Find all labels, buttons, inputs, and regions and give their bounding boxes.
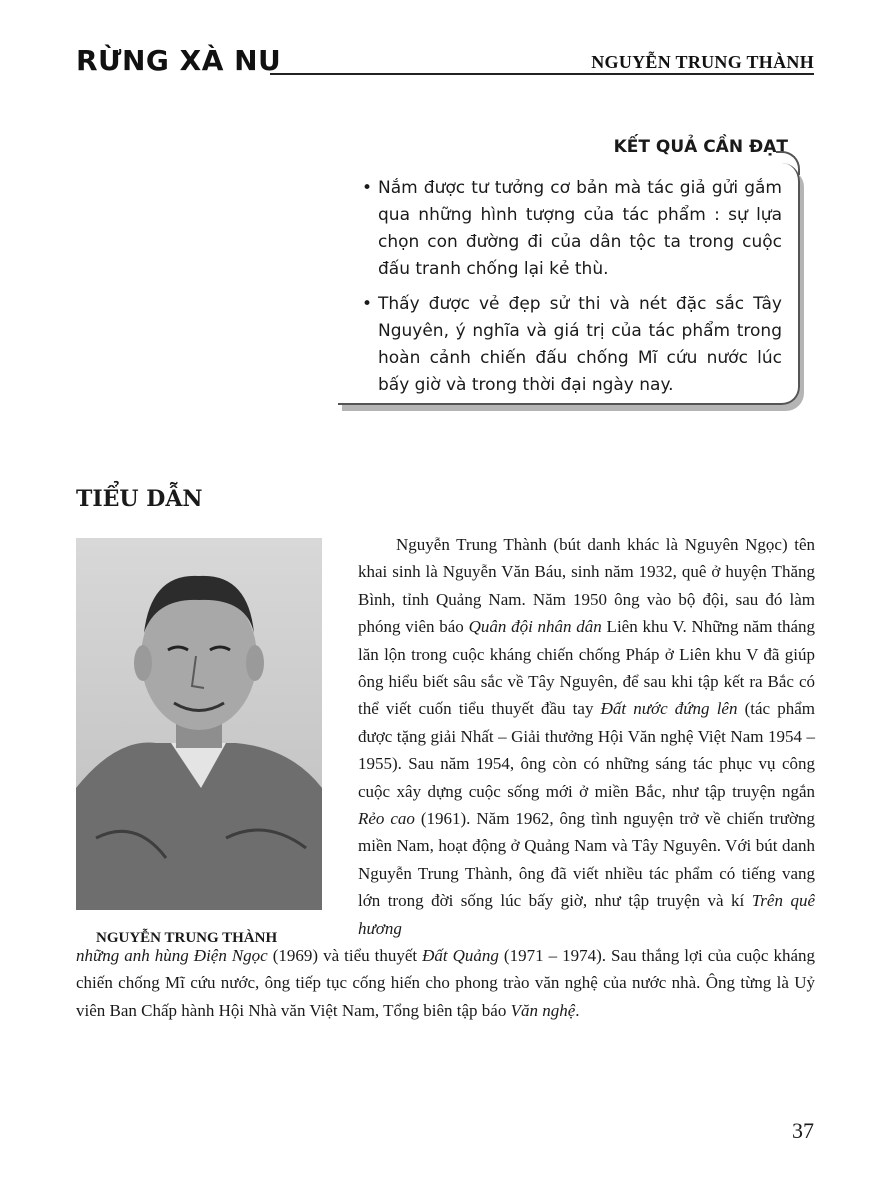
bio-text: (1969) và tiểu thuyết xyxy=(267,946,423,965)
author-portrait-image xyxy=(76,538,322,910)
goal-text: Nắm được tư tưởng cơ bản mà tác giả gửi gắm qua những hình tượng của tác phẩm : sự lựa chọn con đường đi của dân tộc ta trong cuộc đấu tranh chống lại kẻ thù. xyxy=(378,178,782,279)
bio-text: (1971 – 1974). Sau thắng lợi của cuộc kháng chiến chống Mĩ cứu nước, ông tiếp tục cống hiến cho phong trào văn nghệ của nước nhà. Ông từng là Uỷ viên Ban Chấp hành Hội Nhà văn Việt Nam, Tổng biên tập báo xyxy=(76,946,815,1020)
bio-italic: Văn nghệ xyxy=(510,1000,576,1020)
biography-paragraph xyxy=(358,531,815,942)
bio-text: . xyxy=(575,1000,580,1020)
header-author: NGUYỄN TRUNG THÀNH xyxy=(591,52,814,72)
bio-italic: Rẻo cao xyxy=(358,809,415,829)
chapter-title: RỪNG XÀ NU xyxy=(76,44,282,77)
goal-item xyxy=(362,175,782,283)
bio-text: (tác phẩm được tặng giải Nhất – Giải thưởng Hội Văn nghệ Việt Nam 1954 – 1955). Sau năm 1954, ông còn có những sáng tác phục vụ công cuộc xây dựng cuộc sống mới ở miền Bắc, như tập truyện ngắn xyxy=(358,699,815,801)
photo-caption: NGUYỄN TRUNG THÀNH xyxy=(96,930,278,946)
page-number: 37 xyxy=(792,1118,814,1143)
bio-italic: những anh hùng Điện Ngọc xyxy=(76,946,268,965)
bio-italic: Quân đội nhân dân xyxy=(468,617,602,637)
goals-list xyxy=(362,175,782,407)
bio-text: Nguyễn Trung Thành (bút danh khác là Nguyên Ngọc) tên khai sinh là Nguyễn Văn Báu, sinh năm 1932, quê ở huyện Thăng Bình, tỉnh Quảng Nam. Năm 1950 ông vào bộ đội, sau đó làm phóng viên báo xyxy=(358,535,815,637)
author-photo xyxy=(76,538,322,910)
biography-continuation xyxy=(76,942,815,1024)
section-title: TIỂU DẪN xyxy=(76,486,203,512)
bullet-icon: • xyxy=(362,178,373,198)
bio-italic: Đất Quảng xyxy=(422,946,499,965)
bio-italic: Trên quê hương xyxy=(358,891,815,938)
bio-text: Liên khu V. Những năm tháng lăn lộn trong cuộc kháng chiến chống Pháp ở Liên khu V đã giúp ông hiểu biết sâu sắc về Tây Nguyên, để sau khi tập kết ra Bắc có thể viết cuốn tiểu thuyết đầu tay xyxy=(358,617,815,719)
goals-title: KẾT QUẢ CẦN ĐẠT xyxy=(613,137,788,157)
goal-item xyxy=(362,291,782,399)
bio-text: (1961). Năm 1962, ông tình nguyện trở về chiến trường miền Nam, hoạt động ở Quảng Nam và Tây Nguyên. Với bút danh Nguyễn Trung Thành, ông đã viết nhiều tác phẩm có tiếng vang lớn trong đời sống lúc bấy giờ, như tập truyện và kí xyxy=(358,809,815,911)
header-rule xyxy=(270,73,814,75)
goal-text: Thấy được vẻ đẹp sử thi và nét đặc sắc Tây Nguyên, ý nghĩa và giá trị của tác phẩm trong hoàn cảnh chiến đấu chống Mĩ cứu nước lúc bấy giờ và trong thời đại ngày nay. xyxy=(378,294,782,395)
bullet-icon: • xyxy=(362,294,373,314)
bio-italic: Đất nước đứng lên xyxy=(600,699,738,719)
